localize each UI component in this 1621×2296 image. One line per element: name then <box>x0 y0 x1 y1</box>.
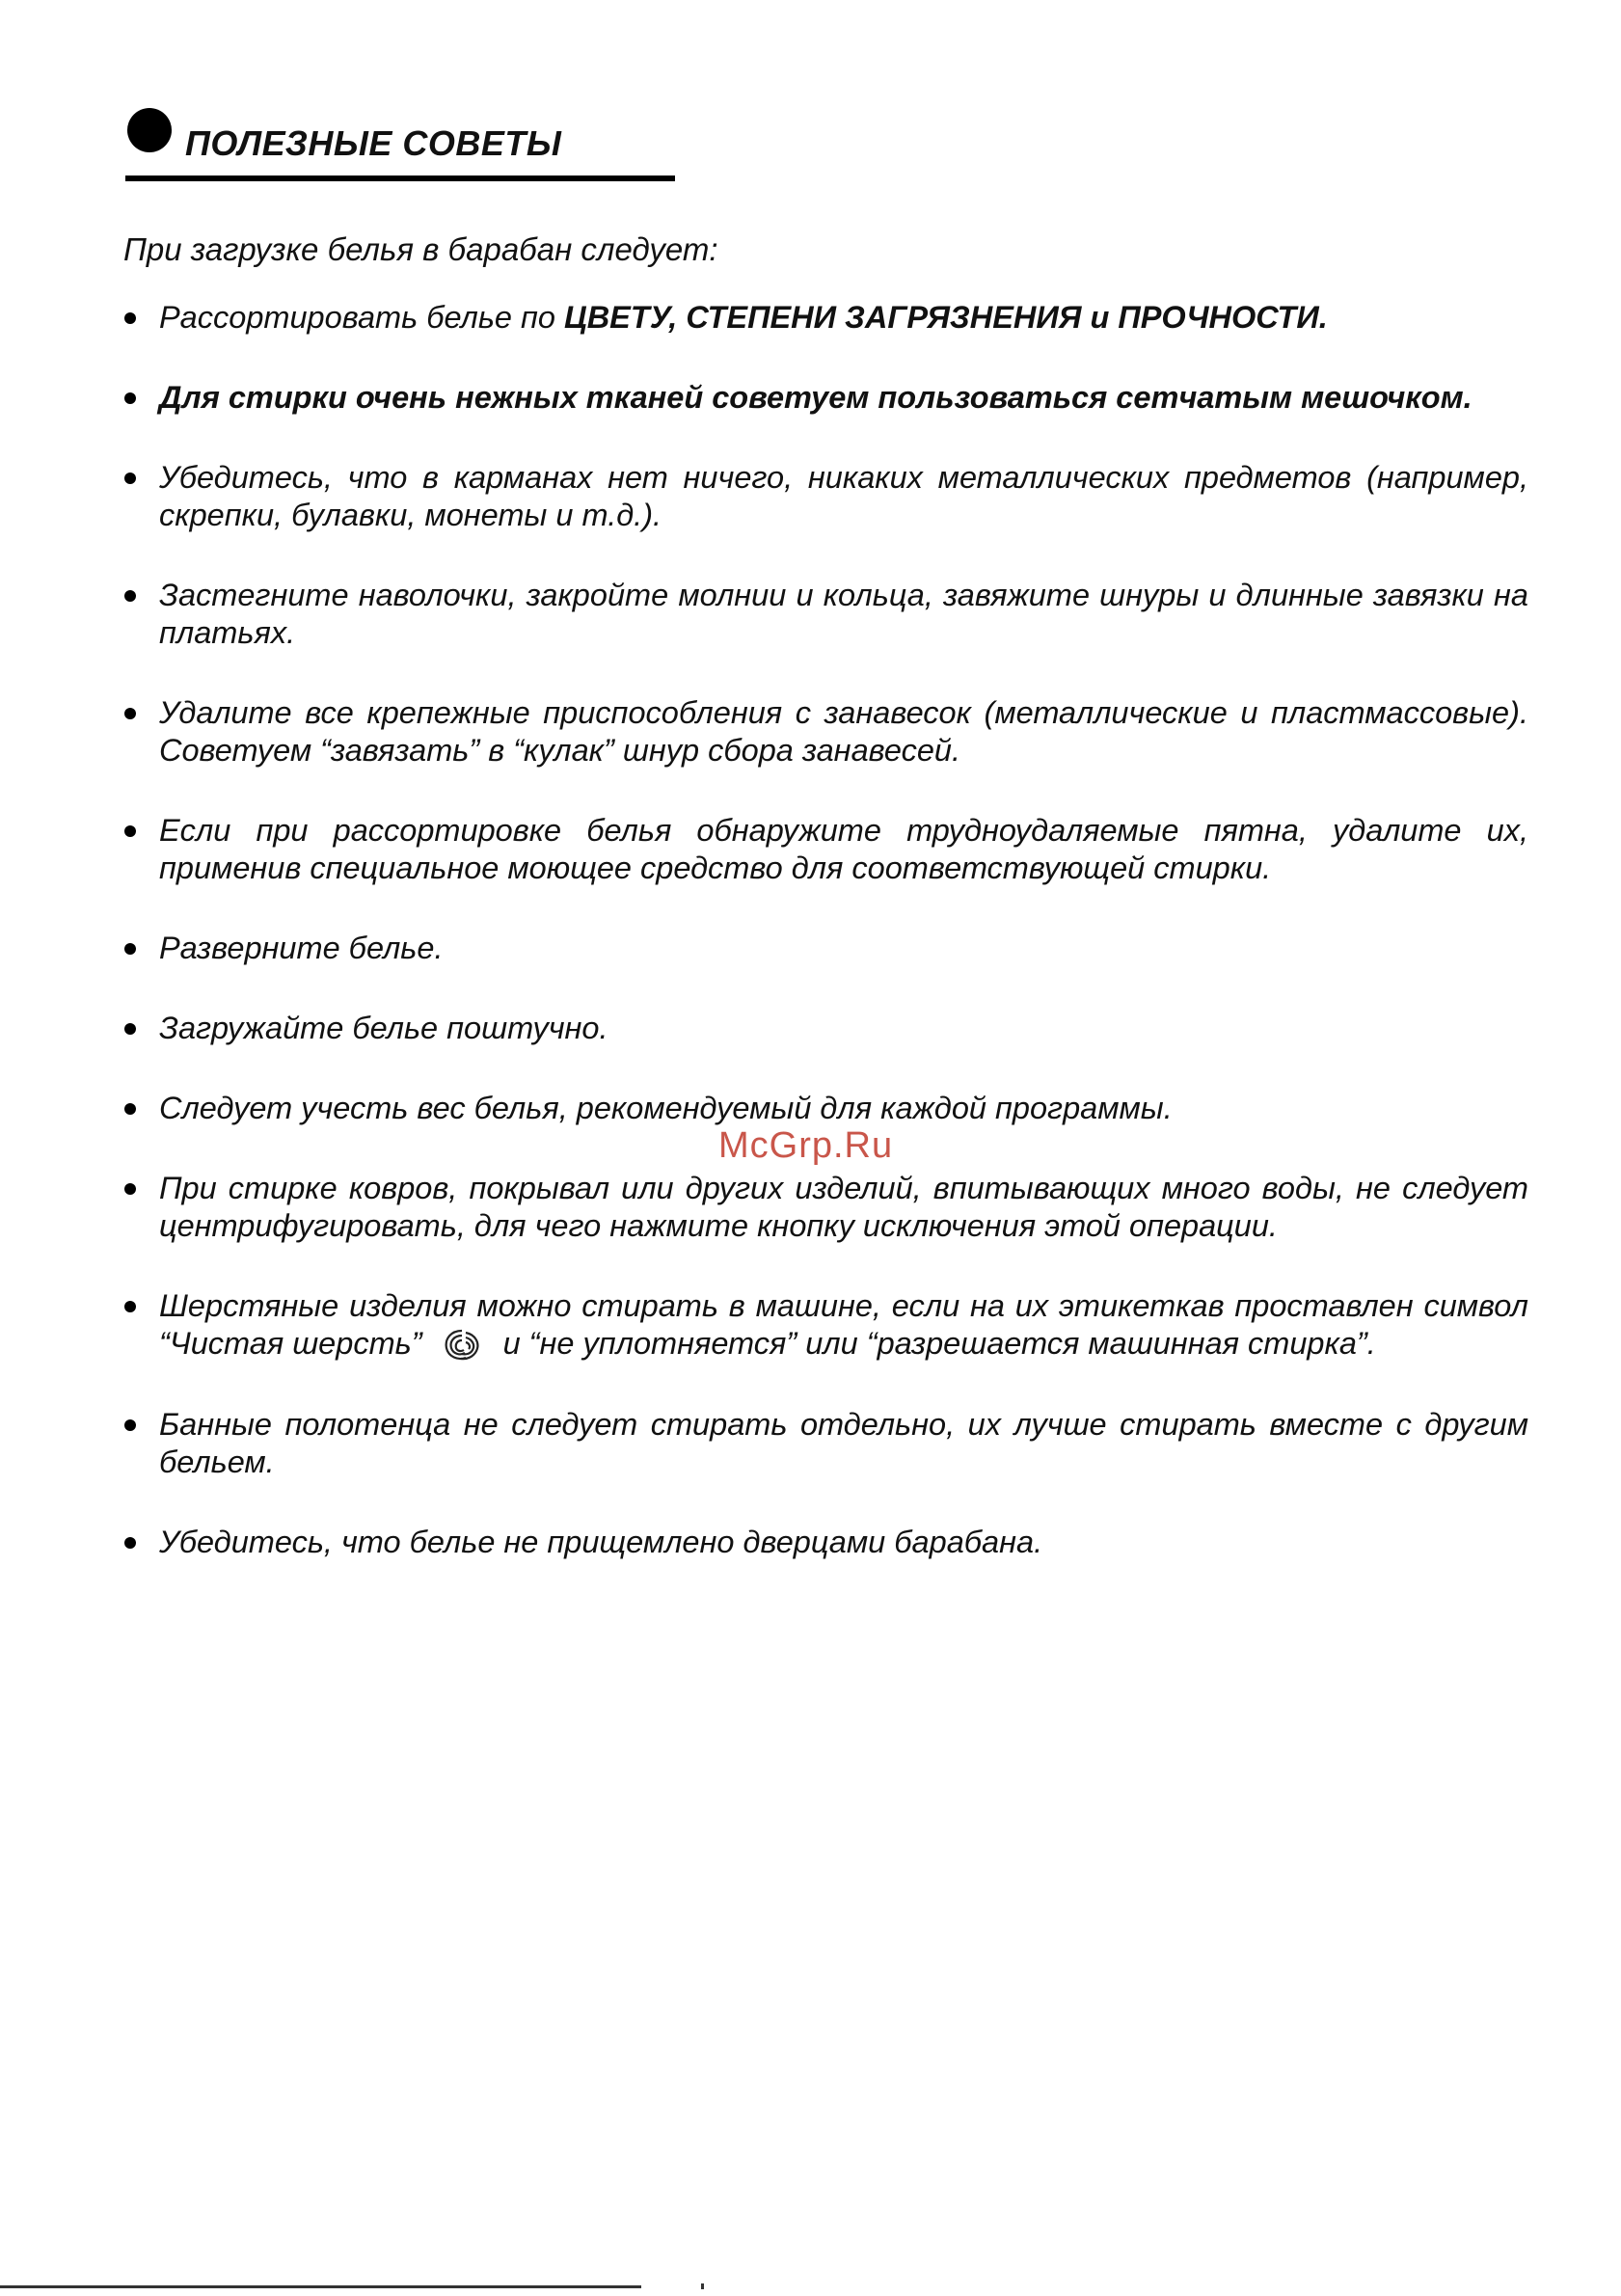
bullet-icon <box>124 312 136 324</box>
tip-text: Рассортировать белье по <box>159 300 565 335</box>
footer-divider <box>0 2285 641 2288</box>
woolmark-icon <box>440 1327 484 1364</box>
bullet-icon <box>124 1419 136 1431</box>
watermark: McGrp.Ru <box>718 1125 894 1166</box>
tip-item <box>121 1090 1528 1127</box>
bullet-icon <box>124 825 136 837</box>
tip-item <box>121 379 1528 417</box>
tip-text: Шерстяные изделия можно стирать в машине, если на их этикеткав проставлен символ “Чистая шерсть” <box>159 1288 1528 1361</box>
tip-item <box>121 1010 1528 1047</box>
tip-item <box>121 459 1528 534</box>
tip-item <box>121 694 1528 770</box>
tip-text: Убедитесь, что белье не прищемлено дверцами барабана. <box>159 1525 1043 1560</box>
tip-text: Если при рассортировке белья обнаружите трудноудаляемые пятна, удалите их, применив специальное моющее средство для соответствующей стирки. <box>159 813 1528 885</box>
tips-list <box>121 299 1528 1604</box>
tip-emphasis: ЦВЕТУ, СТЕПЕНИ ЗАГРЯЗНЕНИЯ и ПРОЧНОСТИ. <box>564 300 1328 335</box>
header-underline <box>125 176 675 181</box>
tip-item <box>121 1406 1528 1481</box>
footer-mark <box>701 2283 704 2289</box>
bullet-icon <box>124 392 136 404</box>
tip-item <box>121 1287 1528 1364</box>
tip-item <box>121 1170 1528 1245</box>
bullet-icon <box>124 1103 136 1115</box>
tip-text: Разверните белье. <box>159 931 444 965</box>
tip-item <box>121 930 1528 967</box>
bullet-icon <box>124 708 136 719</box>
tip-text: Для стирки очень нежных тканей советуем пользоваться сетчатым мешочком. <box>159 380 1472 415</box>
tip-text: Банные полотенца не следует стирать отдельно, их лучше стирать вместе с другим бельем. <box>159 1407 1528 1480</box>
tip-text: При стирке ковров, покрывал или других изделий, впитывающих много воды, не следует центрифугировать, для чего нажмите кнопку исключения этой операции. <box>159 1171 1528 1243</box>
bullet-icon <box>124 1183 136 1195</box>
tip-item <box>121 299 1528 337</box>
tip-text: Застегните наволочки, закройте молнии и кольца, завяжите шнуры и длинные завязки на платьях. <box>159 578 1528 650</box>
tip-item <box>121 812 1528 887</box>
section-title: ПОЛЕЗНЫЕ СОВЕТЫ <box>185 123 562 163</box>
tip-text: Удалите все крепежные приспособления с занавесок (металлические и пластмассовые). Советуем “завязать” в “кулак” шнур сбора занавесей. <box>159 695 1528 768</box>
bullet-icon <box>124 943 136 955</box>
bullet-icon <box>124 590 136 602</box>
intro-text: При загрузке белья в барабан следует: <box>123 231 718 267</box>
tip-text: и “не уплотняется” или “разрешается машинная стирка”. <box>502 1326 1376 1361</box>
tip-text: Загружайте белье поштучно. <box>159 1011 608 1045</box>
tip-text: Следует учесть вес белья, рекомендуемый для каждой программы. <box>159 1091 1173 1125</box>
tip-item <box>121 1524 1528 1561</box>
tip-item <box>121 577 1528 652</box>
bullet-icon <box>124 1301 136 1312</box>
section-header <box>125 108 675 183</box>
tip-text: Убедитесь, что в карманах нет ничего, никаких металлических предметов (например, скрепки, булавки, монеты и т.д.). <box>159 460 1528 532</box>
bullet-icon <box>124 473 136 484</box>
bullet-icon <box>124 1023 136 1035</box>
bullet-icon <box>124 1537 136 1549</box>
header-bullet-icon <box>127 108 172 152</box>
